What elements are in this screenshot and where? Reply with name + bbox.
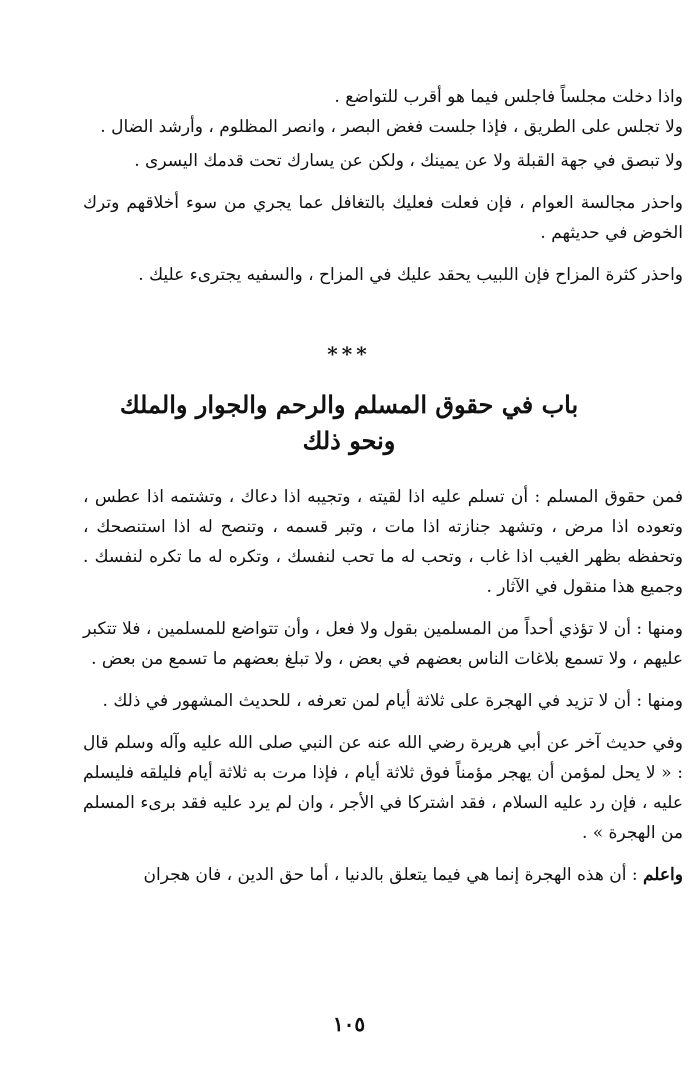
- paragraph: ومنها : أن لا تؤذي أحداً من المسلمين بقول ولا فعل ، وأن تتواضع للمسلمين ، فلا تتكبر عليهم ، ولا تسمع بلاغات الناس بعضهم في بعض ، ولا تبلغ بعضهم ما تسمع من بعض .: [83, 619, 683, 669]
- paragraph: واحذر كثرة المزاح فإن اللبيب يحقد عليك في المزاح ، والسفيه يجترىء عليك .: [138, 265, 683, 285]
- page-number: ١٠٥: [332, 1012, 366, 1036]
- paragraph: فمن حقوق المسلم : أن تسلم عليه اذا لقيته ، وتجيبه اذا دعاك ، وتشتمه اذا عطس ، وتعوده اذا مرض ، وتشهد جنازته اذا مات ، وتبر قسمه ، وتنصح له اذا استنصحك ، وتحفظه بظهر الغيب اذا غاب ، وتحب له ما تحب لنفسك ، وتكره له ما تكره لنفسك . وجميع هذا منقول في الآثار .: [83, 487, 683, 597]
- paragraph: ولا تجلس على الطريق ، فإذا جلست فغض البصر ، وانصر المظلوم ، وأرشد الضال .: [100, 117, 683, 137]
- paragraph: وفي حديث آخر عن أبي هريرة رضي الله عنه عن النبي صلى الله عليه وآله وسلم قال : « لا يحل لمؤمن أن يهجر مؤمناً فوق ثلاثة أيام ، فإذا مرت به ثلاثة أيام فليلقه فليسلم عليه ، فإن رد عليه السلام ، فقد اشتركا في الأجر ، وان لم يرد عليه فقد برىء المسلم من الهجرة » .: [83, 733, 683, 843]
- chapter-heading-line2: ونحو ذلك: [302, 426, 396, 455]
- paragraph-lead-word: واعلم: [642, 865, 683, 885]
- paragraph: واذا دخلت مجلساً فاجلس فيما هو أقرب للتواضع .: [334, 87, 683, 107]
- paragraph: ومنها : أن لا تزيد في الهجرة على ثلاثة أيام لمن تعرفه ، للحديث المشهور في ذلك .: [102, 691, 683, 711]
- paragraph-rest: : أن هذه الهجرة إنما هي فيما يتعلق بالدنيا ، أما حق الدين ، فان هجران: [143, 865, 643, 885]
- text-block-bottom: [83, 482, 683, 890]
- section-separator: ***: [327, 342, 371, 366]
- chapter-heading-line1: باب في حقوق المسلم والرحم والجوار والملك: [119, 390, 579, 419]
- text-block-top: [83, 82, 683, 290]
- paragraph: واحذر مجالسة العوام ، فإن فعلت فعليك بالتغافل عما يجري من سوء أخلاقهم وترك الخوض في حديثهم .: [83, 193, 683, 243]
- paragraph-last: [83, 860, 683, 890]
- paragraph: ولا تبصق في جهة القبلة ولا عن يمينك ، ولكن عن يسارك تحت قدمك اليسرى .: [134, 151, 683, 171]
